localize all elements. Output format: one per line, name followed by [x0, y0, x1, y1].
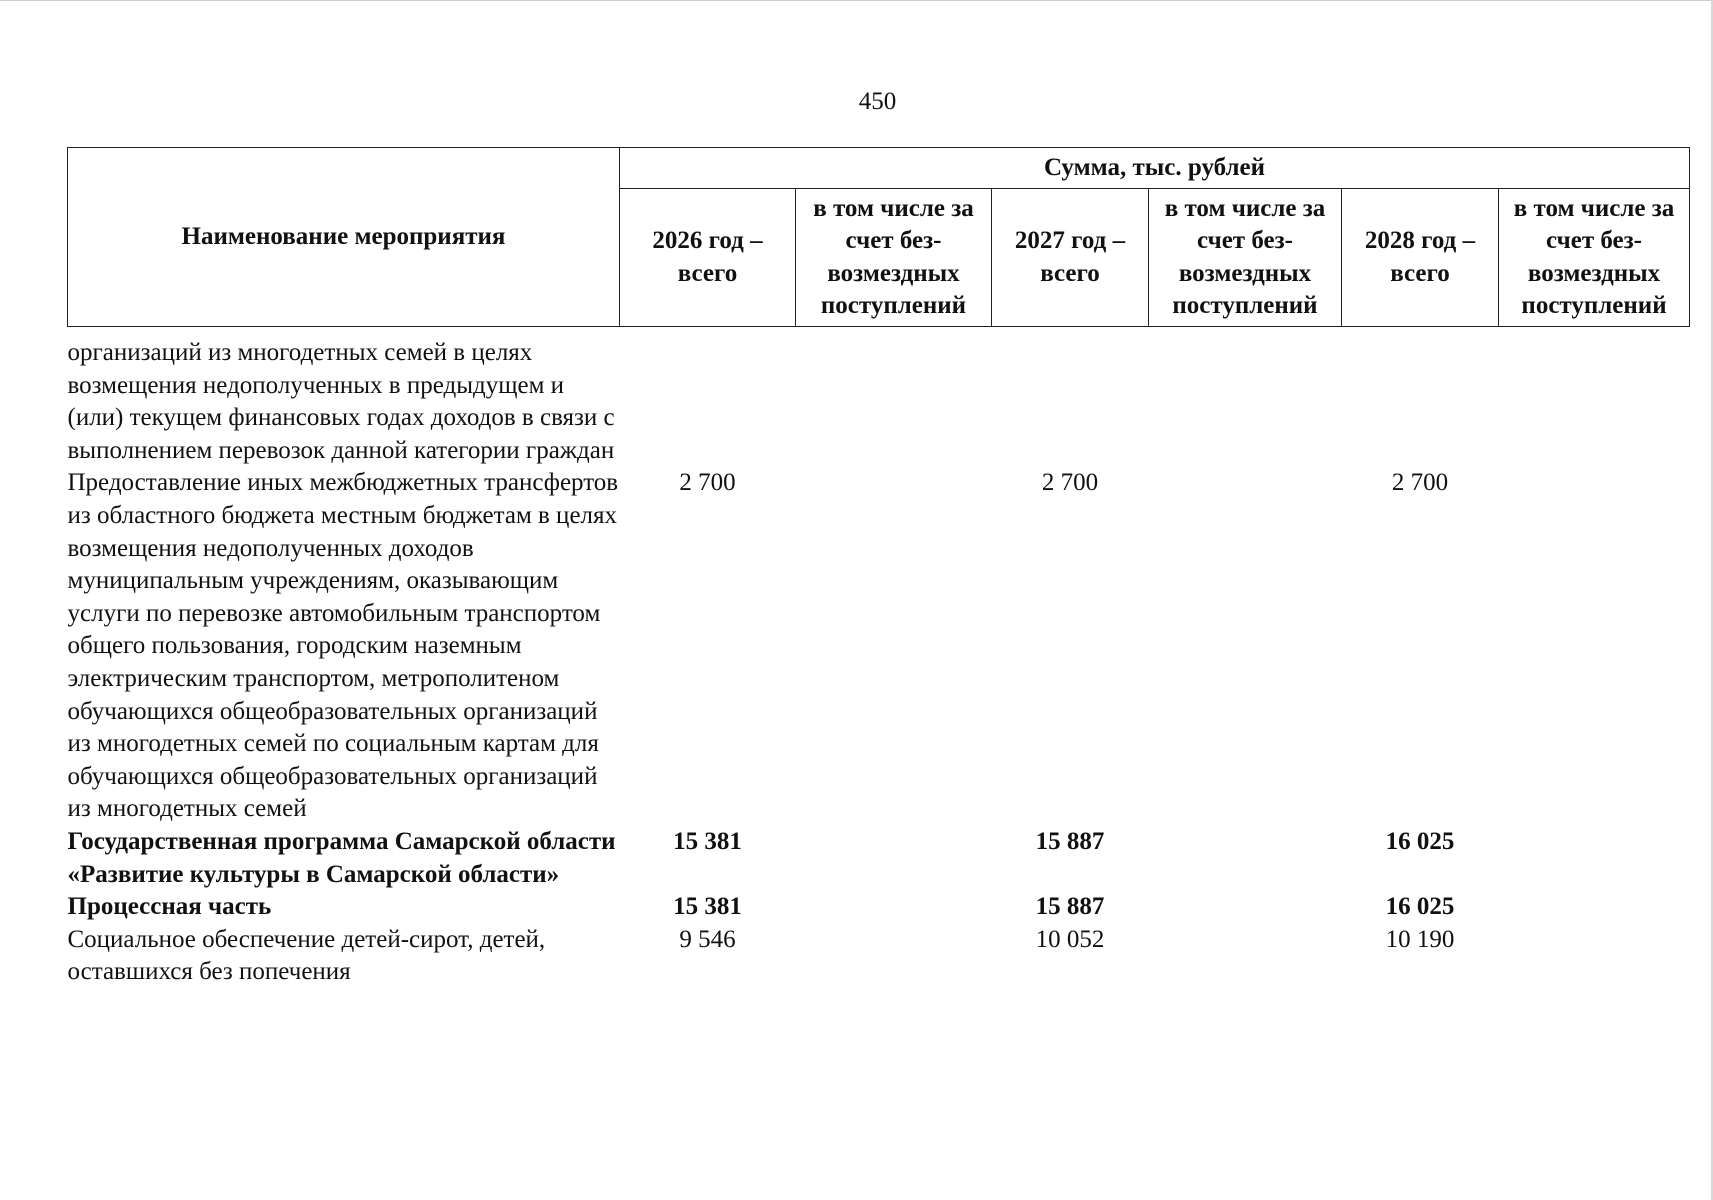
table-header [68, 148, 1690, 327]
header-name: Наименование мероприятия [68, 148, 620, 327]
cell-2026-free [796, 467, 992, 826]
cell-2027-free [1149, 327, 1342, 468]
header-2028-free: в том числе за счет без-возмездных поступлений [1499, 189, 1690, 327]
table-row [68, 467, 1690, 826]
cell-2028-free [1499, 826, 1690, 891]
table-row [68, 826, 1690, 891]
row-name: Процессная часть [67, 893, 272, 921]
budget-table [67, 147, 1690, 989]
cell-2026-free [796, 924, 992, 989]
cell-2028-free [1499, 924, 1690, 989]
cell-2026-free [796, 826, 992, 891]
cell-2026-free [796, 327, 992, 468]
table-row [68, 891, 1690, 924]
cell-2027-free [1149, 924, 1342, 989]
header-sum: Сумма, тыс. рублей [620, 148, 1690, 189]
cell-2028-free [1499, 467, 1690, 826]
header-2026-free: в том числе за счет без-возмездных поступлений [796, 189, 992, 327]
page-number: 450 [858, 88, 897, 115]
cell-2027-free [1149, 826, 1342, 891]
scan-edge-top [0, 0, 1713, 1]
cell-2028-total: 16 025 [1385, 893, 1455, 921]
cell-2027-total [992, 327, 1149, 468]
cell-2027-total: 15 887 [1035, 827, 1105, 855]
cell-2028-free [1499, 891, 1690, 924]
row-name: организаций из многодетных семей в целях возмещения недополученных в предыдущем и (или) текущем финансовых годах доходов в связи с выполнением перевозок данной категории граждан [67, 339, 615, 464]
cell-2026-total: 15 381 [673, 893, 742, 921]
row-name: Социальное обеспечение детей-сирот, детей, оставшихся без попечения [67, 925, 546, 986]
cell-2028-total: 2 700 [1391, 469, 1449, 497]
cell-2026-free [796, 891, 992, 924]
cell-2026-total [620, 327, 796, 468]
header-2026-total: 2026 год – всего [620, 189, 796, 327]
header-2027-free: в том числе за счет без-возмездных поступлений [1149, 189, 1342, 327]
cell-2026-total: 9 546 [679, 925, 736, 953]
cell-2027-total: 10 052 [1035, 925, 1105, 953]
table-row [68, 327, 1690, 468]
cell-2028-total: 16 025 [1385, 827, 1455, 855]
row-name: Государственная программа Самарской области «Развитие культуры в Самарской области» [67, 827, 616, 888]
row-name: Предоставление иных межбюджетных трансфертов из областного бюджета местным бюджетам в целях возмещения недополученных доходов муниципальным учреждениям, оказывающим услуги по перевозке автомобильным транспортом общего пользования, городским наземным электрическим транспортом, метрополитеном обучающихся общеобразовательных организаций из многодетных семей по социальным картам для обучающихся общеобразовательных организаций из многодетных семей [67, 469, 619, 823]
cell-2027-free [1149, 467, 1342, 826]
cell-2028-total [1342, 327, 1499, 468]
cell-2026-total: 15 381 [673, 827, 742, 855]
cell-2027-total: 2 700 [1041, 469, 1099, 497]
cell-2026-total: 2 700 [679, 469, 736, 497]
table-body [68, 327, 1690, 989]
cell-2028-total: 10 190 [1385, 925, 1455, 953]
header-2028-total: 2028 год – всего [1342, 189, 1499, 327]
table-row [68, 924, 1690, 989]
cell-2027-total: 15 887 [1035, 893, 1105, 921]
header-2027-total: 2027 год – всего [992, 189, 1149, 327]
cell-2027-free [1149, 891, 1342, 924]
cell-2028-free [1499, 327, 1690, 468]
